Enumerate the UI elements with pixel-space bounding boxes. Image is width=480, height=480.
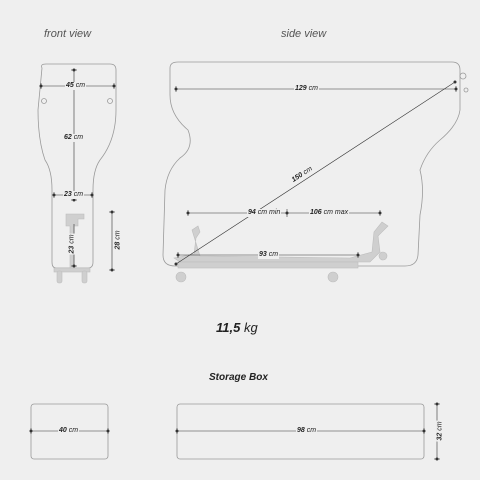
- storage-length-label: 98 cm: [297, 427, 317, 434]
- side-max-label: 106 cm max: [310, 209, 349, 216]
- front-neck-width-label: 23 cm: [64, 191, 84, 198]
- side-view-title: side view: [281, 28, 327, 40]
- side-min-label: 94 cm min: [248, 209, 281, 216]
- front-height-label: 62 cm: [64, 134, 84, 141]
- side-base-label: 93 cm: [259, 251, 279, 258]
- front-top-width-label: 45 cm: [66, 82, 86, 89]
- side-stand-silhouette: [174, 222, 388, 262]
- storage-box-title: Storage Box: [209, 372, 268, 383]
- storage-width-label: 40 cm: [59, 427, 79, 434]
- front-base-height-label: 23 cm: [68, 234, 76, 254]
- weight-label: 11,5 kg: [216, 320, 258, 335]
- front-view-outline: [38, 64, 116, 268]
- front-view-title: front view: [44, 28, 92, 40]
- side-length-label: 129 cm: [295, 85, 318, 92]
- side-diagonal-label: 150 cm: [290, 165, 314, 184]
- storage-height-label: 32 cm: [436, 421, 444, 441]
- front-side-height-label: 28 cm: [114, 230, 122, 250]
